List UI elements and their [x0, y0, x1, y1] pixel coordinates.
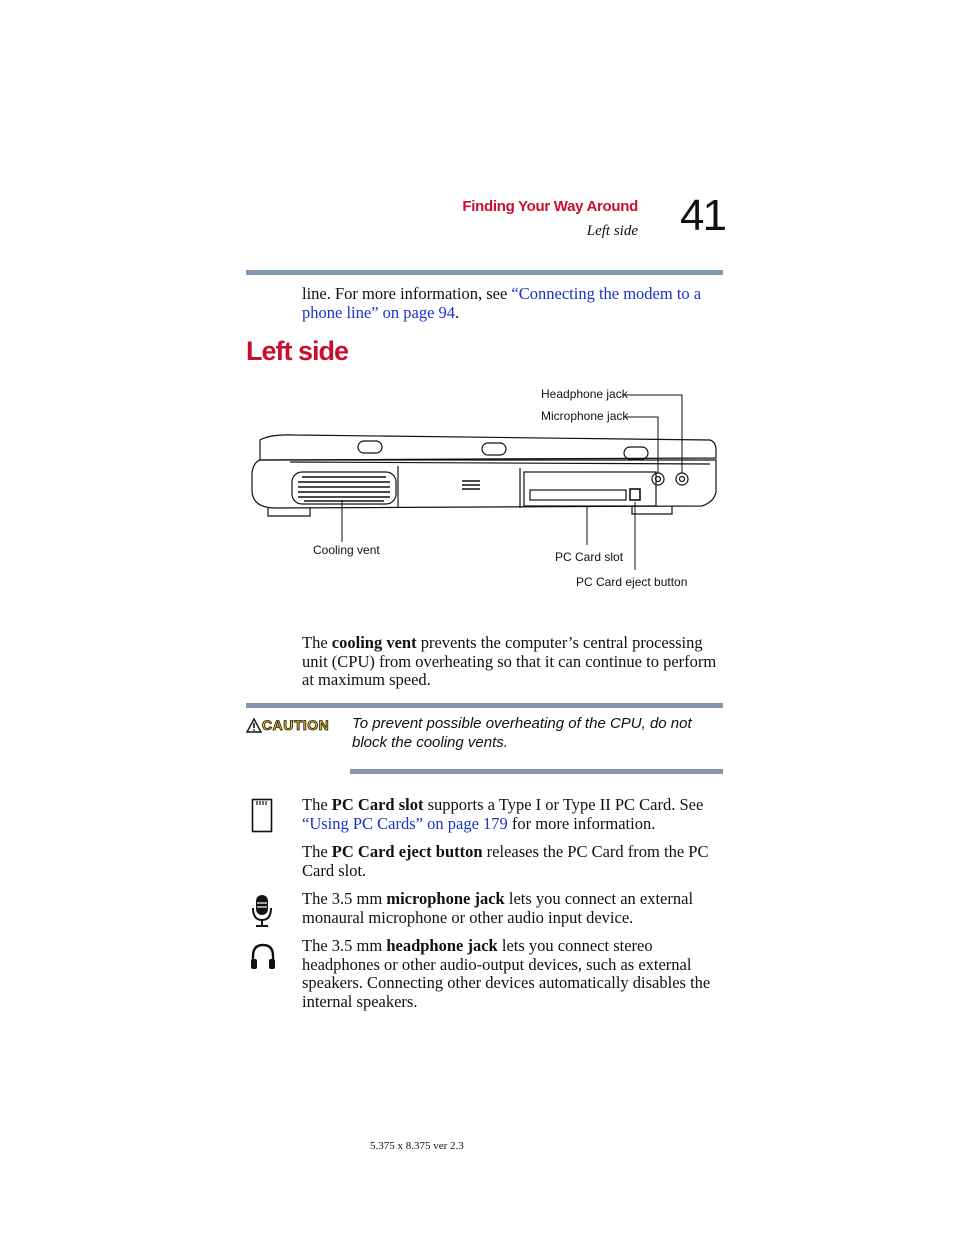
caution-label: CAUTION — [262, 717, 330, 733]
term-headphone-jack: headphone jack — [386, 936, 498, 955]
text: for more information. — [507, 813, 656, 833]
intro-paragraph — [302, 285, 722, 322]
running-header-section: Finding Your Way Around — [462, 198, 638, 215]
intro-text: line. For more information, see — [302, 284, 512, 303]
text: The — [302, 842, 332, 861]
headphone-jack-paragraph — [302, 937, 724, 1011]
header-rule — [246, 270, 723, 275]
microphone-jack-shape — [652, 473, 664, 485]
laptop-left-side-figure — [240, 380, 720, 600]
caution-badge — [246, 717, 338, 740]
running-header-subsection: Left side — [586, 223, 638, 239]
page-footer: 5.375 x 8.375 ver 2.3 — [370, 1140, 464, 1152]
intro-end: . — [455, 302, 460, 322]
text: The 3.5 mm — [302, 936, 387, 955]
term-cooling-vent: cooling vent — [331, 633, 417, 652]
text: The — [302, 633, 332, 652]
text: The — [302, 795, 332, 814]
callout-pc-card-eject-button: PC Card eject button — [576, 575, 688, 589]
microphone-jack-paragraph — [302, 890, 724, 927]
text: releases the PC Card from the PC Card slot. — [302, 842, 709, 880]
microphone-leader — [625, 417, 658, 473]
headphone-jack-shape — [676, 473, 688, 485]
microphone-icon — [250, 893, 274, 929]
text: lets you connect an external monaural microphone or other audio input device. — [302, 889, 694, 927]
text: The 3.5 mm — [302, 889, 387, 908]
term-pc-card-slot: PC Card slot — [331, 795, 424, 814]
callout-microphone-jack: Microphone jack — [541, 409, 629, 423]
pc-card-icon — [251, 798, 273, 834]
text: prevents the computer’s central processing unit (CPU) from overheating so that it can continue to perform at maximum speed. — [302, 633, 717, 689]
using-pc-cards-link[interactable]: “Using PC Cards” on page 179 — [302, 813, 508, 833]
section-heading: Left side — [246, 336, 349, 366]
text: supports a Type I or Type II PC Card. See — [423, 795, 704, 814]
pc-card-slot-shape — [530, 490, 626, 500]
term-microphone-jack: microphone jack — [386, 889, 505, 908]
cooling-vent-paragraph — [302, 634, 724, 690]
caution-top-rule — [246, 703, 723, 708]
callout-pc-card-slot: PC Card slot — [555, 550, 624, 564]
text: lets you connect stereo headphones or other audio-output devices, such as external speakers. Connecting other devices automatically disables the internal speakers. — [302, 936, 711, 1011]
headphone-leader — [622, 395, 682, 473]
term-pc-card-eject-button: PC Card eject button — [331, 842, 483, 861]
pc-card-slot-paragraph — [302, 796, 724, 833]
callout-headphone-jack: Headphone jack — [541, 387, 628, 401]
modem-link[interactable]: “Connecting the modem to a phone line” on page 94 — [302, 284, 702, 322]
headphone-icon — [249, 942, 277, 972]
callout-cooling-vent: Cooling vent — [313, 543, 380, 557]
caution-text: To prevent possible overheating of the CPU, do not block the cooling vents. — [352, 715, 692, 751]
pc-card-eject-shape — [630, 489, 640, 500]
pc-card-eject-paragraph — [302, 843, 724, 880]
page-number: 41 — [680, 191, 725, 240]
caution-bottom-rule — [350, 769, 723, 774]
